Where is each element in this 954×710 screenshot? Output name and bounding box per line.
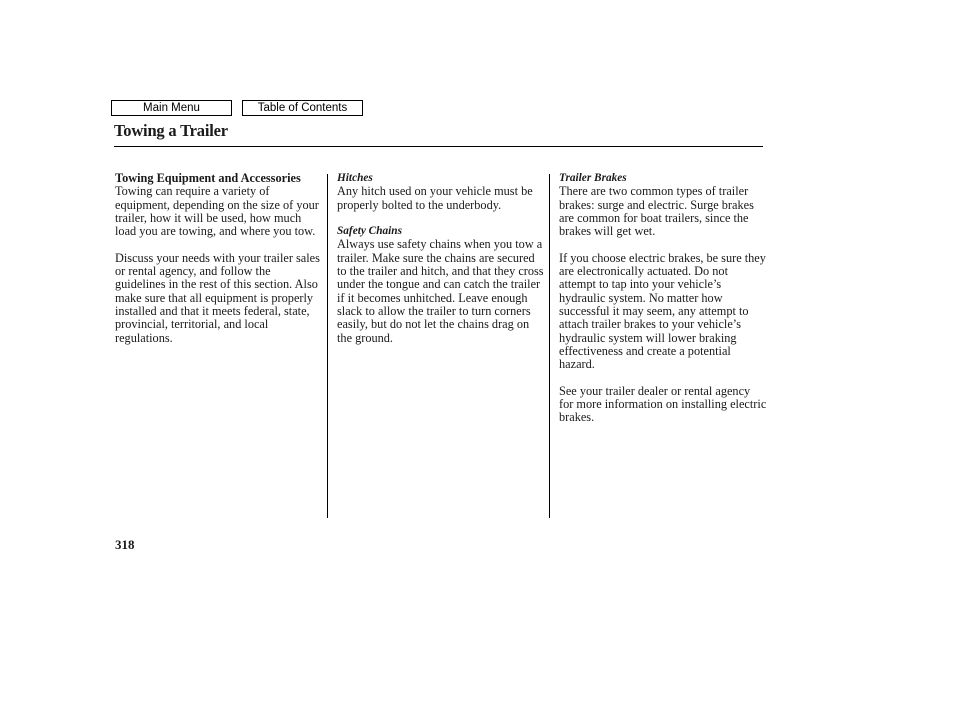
equipment-paragraph-1: Towing can require a variety of equipment, depending on the size of your trailer, how it will be used, how much load you are towing, and where you tow. — [115, 184, 319, 239]
table-of-contents-button[interactable]: Table of Contents — [242, 100, 363, 116]
column-hitches — [337, 172, 545, 345]
equipment-heading: Towing Equipment and Accessories — [115, 171, 301, 185]
trailer-brakes-paragraph-3: See your trailer dealer or rental agency for more information on installing electric brakes. — [559, 383, 767, 425]
equipment-paragraph-2: Discuss your needs with your trailer sales or rental agency, and follow the guidelines in the rest of this section. Also make sure that all equipment is properly installed and that it meets federal, state, provincial, territorial, and local regulations. — [115, 250, 320, 345]
column-equipment — [115, 172, 323, 345]
page-number: 318 — [115, 537, 135, 552]
title-divider — [114, 146, 763, 147]
main-menu-button[interactable]: Main Menu — [111, 100, 232, 116]
trailer-brakes-paragraph-1: There are two common types of trailer brakes: surge and electric. Surge brakes are common for boat trailers, since the brakes will get wet. — [559, 184, 754, 239]
column-divider-1 — [327, 174, 328, 518]
column-trailer-brakes — [559, 172, 767, 425]
hitches-heading: Hitches — [337, 172, 373, 184]
page-title: Towing a Trailer — [114, 121, 228, 140]
trailer-brakes-paragraph-2: If you choose electric brakes, be sure they are electronically actuated. Do not attempt to tap into your vehicle’s hydraulic system. No matter how successful it may seem, any attempt to attach trailer brakes to your vehicle’s hydraulic system will lower braking effectiveness and create a potential hazard. — [559, 250, 766, 372]
safety-chains-paragraph: Always use safety chains when you tow a trailer. Make sure the chains are secured to the trailer and hitch, and that they cross under the tongue and can catch the trailer if it becomes unhitched. Leave enough slack to allow the trailer to turn corners easily, but do not let the chains drag on the ground. — [337, 237, 544, 345]
trailer-brakes-heading: Trailer Brakes — [559, 172, 627, 184]
safety-chains-heading: Safety Chains — [337, 225, 402, 238]
column-divider-2 — [549, 174, 550, 518]
hitches-paragraph: Any hitch used on your vehicle must be properly bolted to the underbody. — [337, 184, 533, 212]
